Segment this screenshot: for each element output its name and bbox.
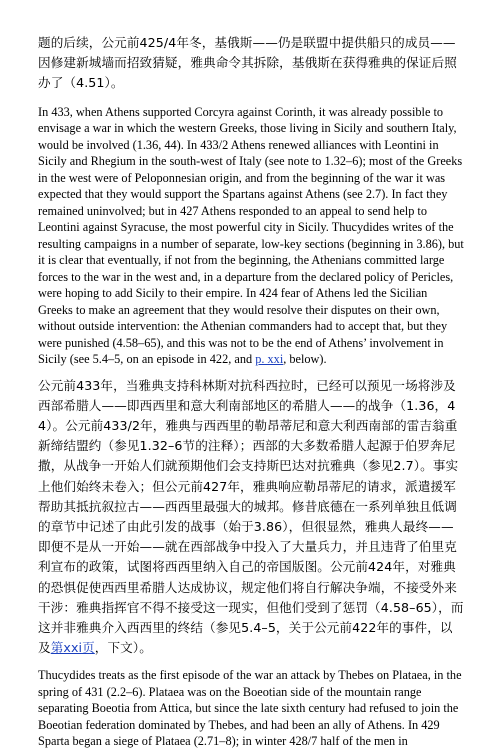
paragraph-english-western-greeks bbox=[38, 104, 464, 368]
document-page bbox=[38, 33, 464, 750]
paragraph-english-plataea: Thucydides treats as the first episode of the war an attack by Thebes on Plataea, in the spring of 431 (2.2–6). Plataea was on the Boeotian side of the mountain range separating Boeotia from Attica, but since the late sixth century had refused to join the Boeotian federation dominated by Thebes, and had been an ally of Athens. In 429 Sparta began a siege of Plataea (2.71–8); in winter 428/7 half of the men in bbox=[38, 668, 462, 749]
page-reference-link[interactable]: 第xxi页 bbox=[50, 640, 95, 656]
paragraph-text-tail: ，下文）。 bbox=[94, 640, 152, 656]
paragraph-text: In 433, when Athens supported Corcyra against Corinth, it was already possible to envisage a war in which the western Greeks, those living in Sicily and southern Italy, would be involved (1.36, 44). In 433/2 Athens renewed alliances with Leontini in Sicily and Rhegium in the south-west of Italy (see note to 1.32–6); most of the Greeks in the west were of Peloponnesian origin, and from the beginning of the war it was expected that they would support the Spartans against Athens (see 2.7). In fact they remained uninvolved; but in 427 Athens responded to an appeal to send help to Leontini against Syracuse, the most powerful city in Sicily. Thucydides writes of the resulting campaigns in a number of separate, low-key sections (beginning in 3.86), but it is clear that eventually, if not from the beginning, the Athenians committed large forces to the war in the west and, in a departure from the declared policy of Pericles, were hoping to add Sicily to their empire. In 424 fear of Athens led the Sicilian Greeks to make an agreement that they would resolve their disputes on their own, without outside intervention: the Athenian commanders had to accept that, but they were punished (4.58–65), and this was not to be the end of Athens’ involvement in Sicily (see 5.4–5, on an episode in 422, and bbox=[38, 104, 464, 367]
paragraph-text: 公元前433年，当雅典支持科林斯对抗科西拉时，已经可以预见一场将涉及西部希腊人——即西西里和意大利南部地区的希腊人——的战争（1.36，44）。公元前433/2年，雅典与西西里的勒昂蒂尼和意大利西南部的雷吉翁重新缔结盟约（参见1.32–6节的注释）；西部的大多数希腊人起源于伯罗奔尼撒，从战争一开始人们就预期他们会支持斯巴达对抗雅典（参见2.7）。事实上他们始终未卷入；但公元前427年，雅典响应勒昂蒂尼的请求，派遣援军帮助其抵抗叙拉古——西西里最强大的城邦。修昔底德在一系列单独且低调的章节中记述了由此引发的战事（始于3.86），但很显然，雅典人最终——即便不是从一开始——就在西部战争中投入了大量兵力，并且违背了伯里克利宣布的政策，试图将西西里纳入自己的帝国版图。公元前424年，对雅典的恐惧促使西西里希腊人达成协议，规定他们将自行解决争端，不接受外来干涉：雅典指挥官不得不接受这一现实，但他们受到了惩罚（4.58–65），而这并非雅典介入西西里的终结（参见5.4–5，关于公元前422年的事件，以及 bbox=[38, 377, 464, 656]
paragraph-chinese-continuation: 题的后续，公元前425/4年冬，基俄斯——仍是联盟中提供船只的成员——因修建新城墙而招致猜疑，雅典命令其拆除，基俄斯在获得雅典的保证后照办了（4.51）。 bbox=[38, 35, 457, 91]
paragraph-chinese-western-greeks bbox=[38, 376, 464, 659]
paragraph-text-tail: , below). bbox=[283, 352, 327, 367]
page-reference-link[interactable]: p. xxi bbox=[255, 352, 284, 367]
